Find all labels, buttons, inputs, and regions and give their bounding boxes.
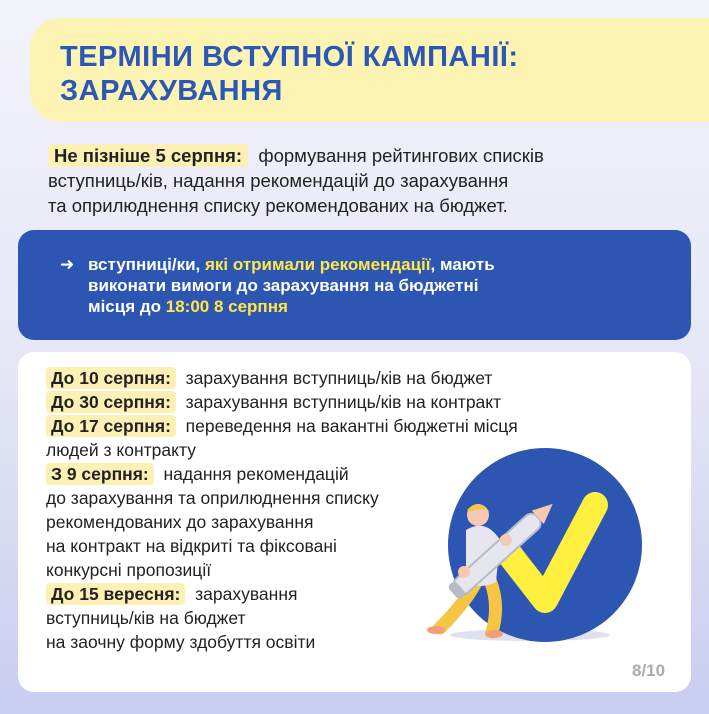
list-item: До 15 вересня: зарахування [46,582,606,606]
notice-text [60,254,620,317]
page-title-line1: ТЕРМІНИ ВСТУПНОЇ КАМПАНІЇ: [60,41,519,73]
list-item: До 17 серпня: переведення на вакантні бюджетні місця [46,414,606,438]
intro-paragraph [48,143,688,218]
schedule-date: До 17 серпня: [46,415,176,437]
schedule-date: До 30 серпня: [46,391,176,413]
schedule-list [46,366,606,654]
intro-date-highlight: Не пізніше 5 серпня: [48,144,248,167]
schedule-date: З 9 серпня: [46,463,154,485]
notice-deadline: 18:00 8 серпня [165,297,288,316]
list-item-continuation: людей з контракту [46,440,196,460]
list-item-continuation: на заочну форму здобуття освіти [46,632,316,652]
notice-line3: місця до 18:00 8 серпня [88,297,288,316]
notice-line1: вступниці/ки, які отримали рекомендації, мають [88,255,495,274]
intro-line1: формування рейтингових списків [258,145,544,166]
notice-highlight: які отримали рекомендації [204,255,431,274]
list-item: До 30 серпня: зарахування вступниць/ків на контракт [46,390,606,414]
list-item-continuation: до зарахування та оприлюднення списку [46,488,379,508]
page-title-line2: ЗАРАХУВАННЯ [60,75,283,107]
arrow-right-icon: ➜ [60,255,75,274]
list-item-continuation: на контракт на відкриті та фіксовані [46,536,337,556]
list-item-continuation: вступниць/ків на бюджет [46,608,246,628]
schedule-date: До 15 вересня: [46,583,185,605]
list-item-continuation: конкурсні пропозиції [46,560,212,580]
page-title [60,40,680,108]
intro-line3: та оприлюднення списку рекомендованих на бюджет. [48,195,508,216]
intro-line2: вступниць/ків, надання рекомендацій до зарахування [48,170,509,191]
schedule-date: До 10 серпня: [46,367,176,389]
list-item: До 10 серпня: зарахування вступниць/ків на бюджет [46,366,606,390]
page-number: 8/10 [632,661,666,680]
notice-line2: виконати вимоги до зарахування на бюджетні [88,276,479,295]
list-item-continuation: рекомендованих до зарахування [46,512,314,532]
list-item: З 9 серпня: надання рекомендацій [46,462,606,486]
